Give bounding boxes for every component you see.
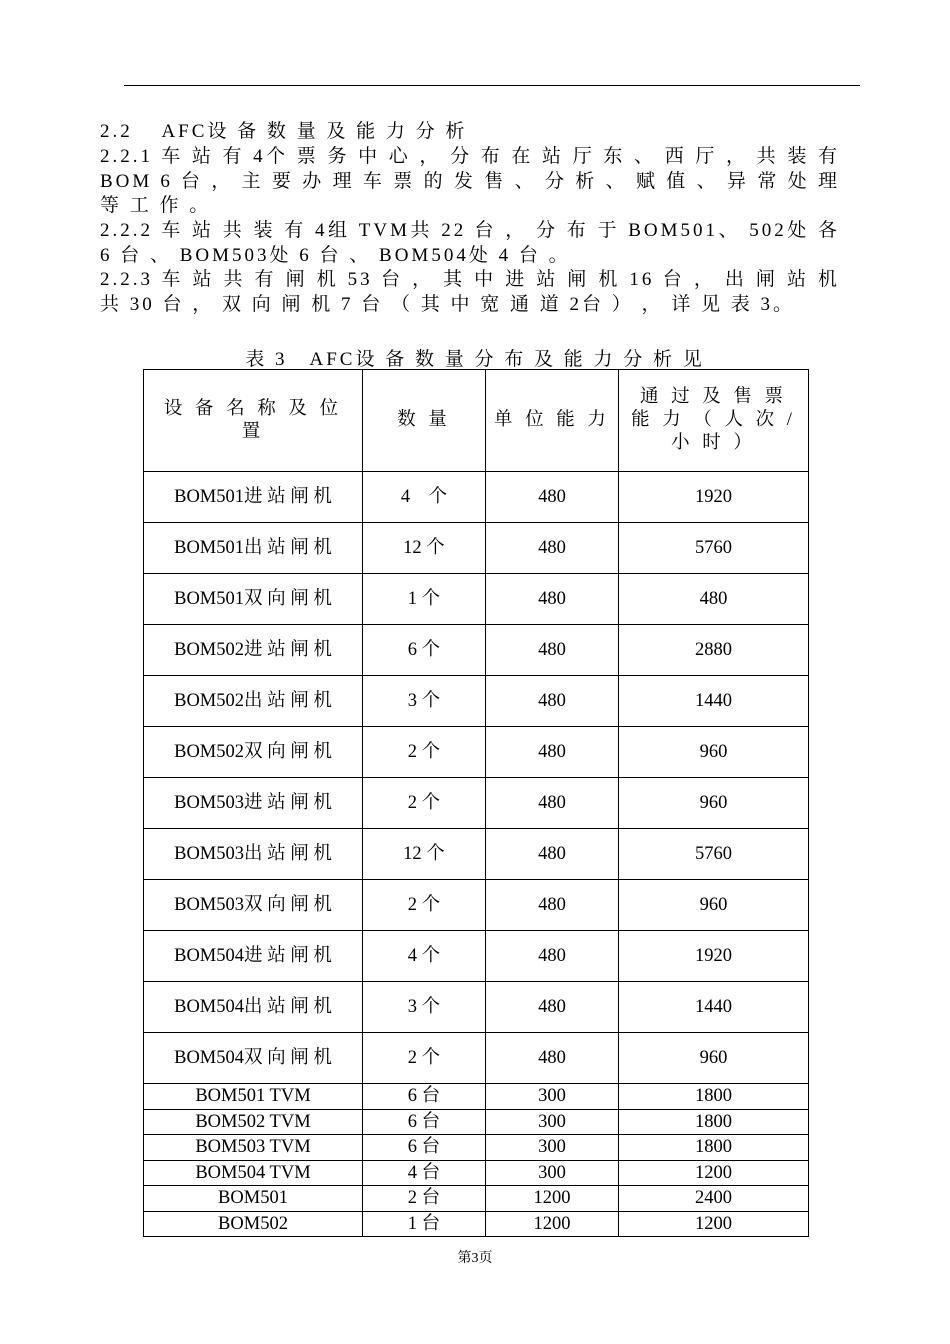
cell-unit-capacity: 480: [486, 472, 619, 523]
header-throughput: 通 过 及 售 票 能 力 （ 人 次 / 小 时 ）: [619, 370, 809, 472]
cell-quantity: 3 个: [363, 676, 486, 727]
cell-unit-capacity: 300: [486, 1109, 619, 1135]
cell-unit-capacity: 480: [486, 982, 619, 1033]
table-header-row: [144, 370, 809, 472]
table-row: [144, 574, 809, 625]
cell-quantity: 12 个: [363, 523, 486, 574]
cell-throughput: 5760: [619, 523, 809, 574]
cell-device: BOM502 TVM: [144, 1109, 363, 1135]
table-row: [144, 1186, 809, 1212]
table-row: [144, 1084, 809, 1110]
header-rule: [124, 85, 860, 86]
cell-unit-capacity: 480: [486, 931, 619, 982]
cell-unit-capacity: 1200: [486, 1211, 619, 1237]
cell-quantity: 4 个: [363, 931, 486, 982]
cell-unit-capacity: 300: [486, 1135, 619, 1161]
cell-unit-capacity: 480: [486, 1033, 619, 1084]
cell-throughput: 2880: [619, 625, 809, 676]
cell-quantity: 6 台: [363, 1135, 486, 1161]
table-row: [144, 523, 809, 574]
table-row: [144, 625, 809, 676]
cell-quantity: 12 个: [363, 829, 486, 880]
header-unit-capacity: 单 位 能 力: [486, 370, 619, 472]
table-row: [144, 1033, 809, 1084]
cell-throughput: 1200: [619, 1211, 809, 1237]
table-row: [144, 1211, 809, 1237]
table-row: [144, 1160, 809, 1186]
cell-quantity: 1 台: [363, 1211, 486, 1237]
cell-device: BOM502出 站 闸 机: [144, 676, 363, 727]
table-caption: 表 3 AFC设 备 数 量 分 布 及 能 力 分 析 见: [245, 349, 705, 370]
cell-quantity: 2 个: [363, 1033, 486, 1084]
table-row: [144, 931, 809, 982]
cell-device: BOM502: [144, 1211, 363, 1237]
cell-quantity: 2 个: [363, 880, 486, 931]
table-row: [144, 727, 809, 778]
cell-device: BOM501双 向 闸 机: [144, 574, 363, 625]
cell-throughput: 1200: [619, 1160, 809, 1186]
cell-device: BOM501 TVM: [144, 1084, 363, 1110]
cell-throughput: 5760: [619, 829, 809, 880]
table-row: [144, 982, 809, 1033]
table-row: [144, 1109, 809, 1135]
cell-device: BOM503双 向 闸 机: [144, 880, 363, 931]
table-row: [144, 880, 809, 931]
cell-throughput: 960: [619, 880, 809, 931]
cell-unit-capacity: 480: [486, 829, 619, 880]
cell-device: BOM503进 站 闸 机: [144, 778, 363, 829]
cell-device: BOM501: [144, 1186, 363, 1212]
cell-unit-capacity: 1200: [486, 1186, 619, 1212]
cell-throughput: 1440: [619, 982, 809, 1033]
header-device-name: 设 备 名 称 及 位 置: [144, 370, 363, 472]
cell-quantity: 4 台: [363, 1160, 486, 1186]
table-row: [144, 778, 809, 829]
table-row: [144, 1135, 809, 1161]
cell-device: BOM503出 站 闸 机: [144, 829, 363, 880]
cell-unit-capacity: 480: [486, 778, 619, 829]
cell-device: BOM501进 站 闸 机: [144, 472, 363, 523]
cell-throughput: 960: [619, 1033, 809, 1084]
cell-device: BOM502双 向 闸 机: [144, 727, 363, 778]
cell-device: BOM502进 站 闸 机: [144, 625, 363, 676]
cell-unit-capacity: 300: [486, 1084, 619, 1110]
cell-unit-capacity: 480: [486, 574, 619, 625]
cell-quantity: 6 台: [363, 1084, 486, 1110]
cell-quantity: 1 个: [363, 574, 486, 625]
afc-equipment-table: [143, 369, 809, 1237]
paragraph-2-2-2: 2.2.2 车 站 共 装 有 4组 TVM共 22 台 ， 分 布 于 BOM501、 502处 各 6 台 、 BOM503处 6 台 、 BOM504处 4 台 。: [100, 220, 840, 266]
cell-quantity: 4 个: [363, 472, 486, 523]
cell-throughput: 960: [619, 778, 809, 829]
table-row: [144, 829, 809, 880]
header-quantity: 数 量: [363, 370, 486, 472]
cell-unit-capacity: 480: [486, 625, 619, 676]
cell-throughput: 1440: [619, 676, 809, 727]
paragraph-2-2-1: 2.2.1 车 站 有 4个 票 务 中 心 ， 分 布 在 站 厅 东 、 西 厅 ， 共 装 有 BOM 6 台 ， 主 要 办 理 车 票 的 发 售 、 分 析 、 赋 值 、 异 常 处 理 等 工 作 。: [100, 146, 840, 216]
cell-throughput: 960: [619, 727, 809, 778]
cell-quantity: 2 台: [363, 1186, 486, 1212]
cell-throughput: 2400: [619, 1186, 809, 1212]
cell-unit-capacity: 300: [486, 1160, 619, 1186]
page-number: 第3页: [457, 1251, 493, 1266]
cell-throughput: 1800: [619, 1135, 809, 1161]
cell-throughput: 1920: [619, 472, 809, 523]
table-row: [144, 676, 809, 727]
cell-throughput: 480: [619, 574, 809, 625]
cell-unit-capacity: 480: [486, 676, 619, 727]
cell-unit-capacity: 480: [486, 523, 619, 574]
cell-quantity: 2 个: [363, 727, 486, 778]
cell-quantity: 6 个: [363, 625, 486, 676]
section-heading: 2.2 AFC设 备 数 量 及 能 力 分 析: [100, 121, 468, 142]
cell-throughput: 1920: [619, 931, 809, 982]
cell-device: BOM503 TVM: [144, 1135, 363, 1161]
cell-quantity: 6 台: [363, 1109, 486, 1135]
cell-unit-capacity: 480: [486, 727, 619, 778]
table-row: [144, 472, 809, 523]
cell-device: BOM504出 站 闸 机: [144, 982, 363, 1033]
cell-unit-capacity: 480: [486, 880, 619, 931]
cell-throughput: 1800: [619, 1109, 809, 1135]
cell-throughput: 1800: [619, 1084, 809, 1110]
cell-device: BOM501出 站 闸 机: [144, 523, 363, 574]
cell-quantity: 2 个: [363, 778, 486, 829]
cell-device: BOM504 TVM: [144, 1160, 363, 1186]
cell-device: BOM504双 向 闸 机: [144, 1033, 363, 1084]
cell-device: BOM504进 站 闸 机: [144, 931, 363, 982]
cell-quantity: 3 个: [363, 982, 486, 1033]
paragraph-2-2-3: 2.2.3 车 站 共 有 闸 机 53 台 ， 其 中 进 站 闸 机 16 台 ， 出 闸 站 机 共 30 台 ， 双 向 闸 机 7 台 （ 其 中 宽 通 道 2台 ） ， 详 见 表 3。: [100, 269, 840, 315]
